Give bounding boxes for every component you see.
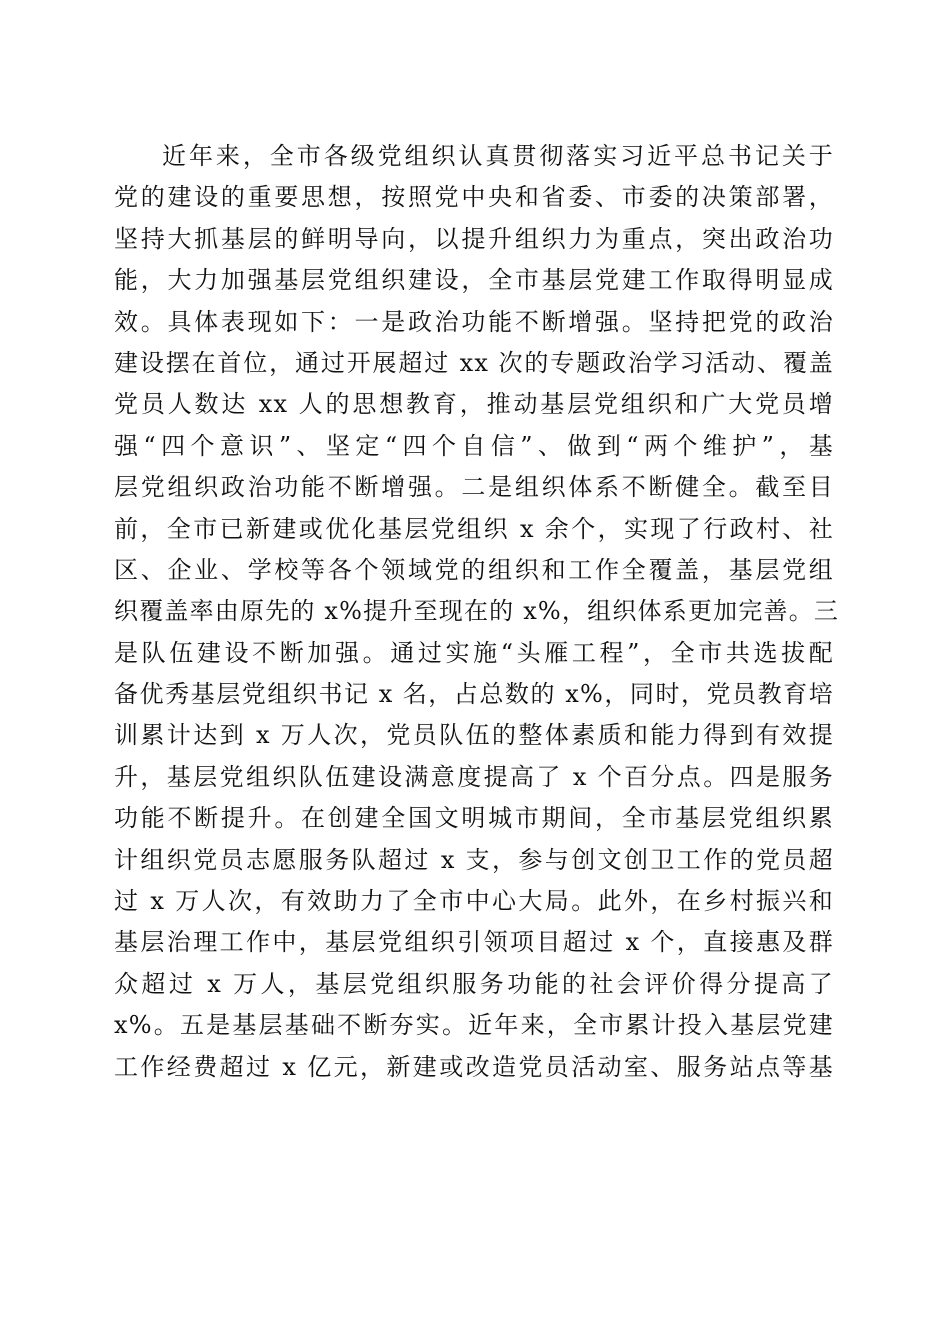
paragraph-line: 党员人数达 xx 人的思想教育，推动基层党组织和广大党员增 xyxy=(114,390,834,419)
paragraph-line: 强“四个意识”、坚定“四个自信”、做到“两个维护”，基 xyxy=(114,431,834,460)
body-paragraph xyxy=(114,136,840,1088)
paragraph-line: 前，全市已新建或优化基层党组织 x 余个，实现了行政村、社 xyxy=(114,514,834,543)
paragraph-line: 计组织党员志愿服务队超过 x 支，参与创文创卫工作的党员超 xyxy=(114,845,834,874)
paragraph-line: 众超过 x 万人，基层党组织服务功能的社会评价得分提高了 xyxy=(114,969,834,998)
paragraph-line: 升，基层党组织队伍建设满意度提高了 x 个百分点。四是服务 xyxy=(114,762,834,791)
paragraph-line: 区、企业、学校等各个领域党的组织和工作全覆盖，基层党组 xyxy=(114,555,834,584)
paragraph-line: 训累计达到 x 万人次，党员队伍的整体素质和能力得到有效提 xyxy=(114,721,834,750)
paragraph-line: 能，大力加强基层党组织建设，全市基层党建工作取得明显成 xyxy=(114,266,834,295)
paragraph-line: 功能不断提升。在创建全国文明城市期间，全市基层党组织累 xyxy=(114,804,834,833)
paragraph-line: 层党组织政治功能不断增强。二是组织体系不断健全。截至目 xyxy=(114,473,834,502)
paragraph-line: 织覆盖率由原先的 x%提升至现在的 x%，组织体系更加完善。三 xyxy=(114,597,840,626)
paragraph-line: 效。具体表现如下：一是政治功能不断增强。坚持把党的政治 xyxy=(114,307,834,336)
paragraph-line: 党的建设的重要思想，按照党中央和省委、市委的决策部署， xyxy=(114,183,834,212)
paragraph-line: x%。五是基层基础不断夯实。近年来，全市累计投入基层党建 xyxy=(114,1011,834,1040)
paragraph-line: 坚持大抓基层的鲜明导向，以提升组织力为重点，突出政治功 xyxy=(114,224,834,253)
paragraph-line: 是队伍建设不断加强。通过实施“头雁工程”，全市共选拔配 xyxy=(114,638,834,667)
paragraph-line: 近年来，全市各级党组织认真贯彻落实习近平总书记关于 xyxy=(162,142,834,170)
paragraph-line: 工作经费超过 x 亿元，新建或改造党员活动室、服务站点等基 xyxy=(114,1052,834,1081)
paragraph-line: 备优秀基层党组织书记 x 名，占总数的 x%，同时，党员教育培 xyxy=(114,680,834,709)
paragraph-line: 建设摆在首位，通过开展超过 xx 次的专题政治学习活动、覆盖 xyxy=(114,348,834,377)
paragraph-line: 基层治理工作中，基层党组织引领项目超过 x 个，直接惠及群 xyxy=(114,928,834,957)
paragraph-line: 过 x 万人次，有效助力了全市中心大局。此外，在乡村振兴和 xyxy=(114,887,834,916)
